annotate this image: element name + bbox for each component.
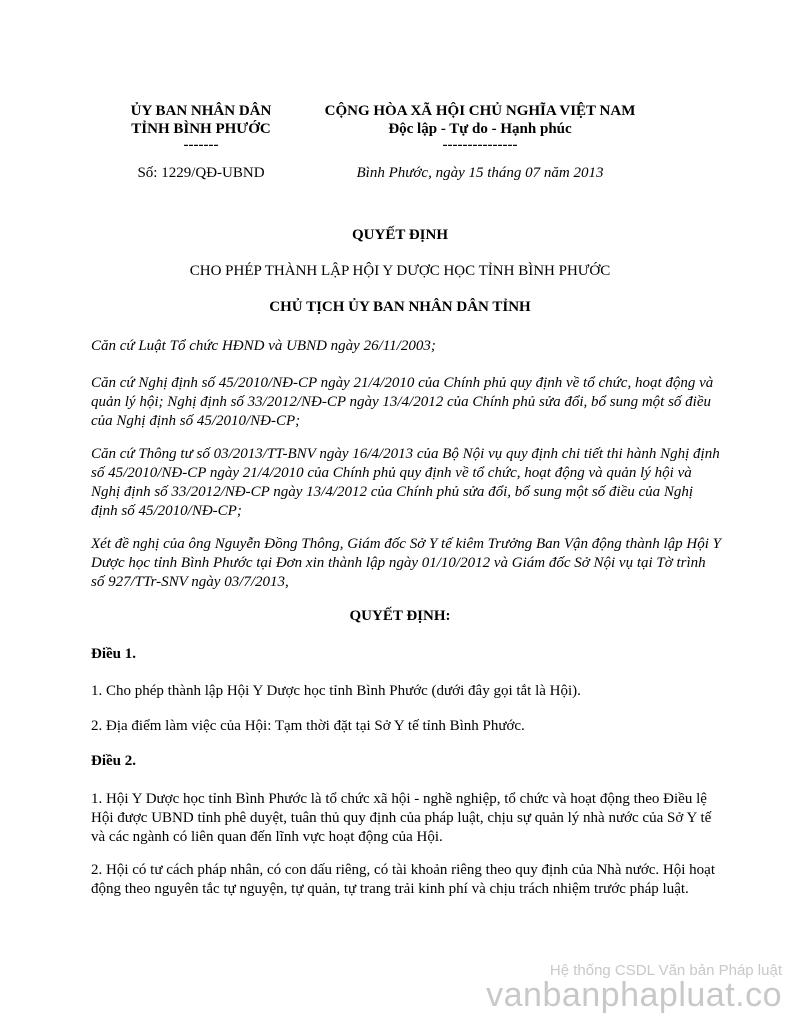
preamble-decree: Căn cứ Nghị định số 45/2010/NĐ-CP ngày 21/4/2010 của Chính phủ quy định về tổ chức, hoạt động và quản lý hội; Nghị định số 33/2012/NĐ-CP ngày 13/4/2012 của Chính phủ sửa đổi, bổ sung một số điều của Nghị định số 45/2010/NĐ-CP; <box>91 375 714 429</box>
national-title: CỘNG HÒA XÃ HỘI CHỦ NGHĨA VIỆT NAM <box>324 103 636 119</box>
article-1-heading: Điều 1. <box>91 646 136 662</box>
national-motto: Độc lập - Tự do - Hạnh phúc <box>388 121 572 137</box>
place-date: Bình Phước, ngày 15 tháng 07 năm 2013 <box>356 165 604 181</box>
article-1-item-1: 1. Cho phép thành lập Hội Y Dược học tỉnh Bình Phước (dưới đây gọi tắt là Hội). <box>91 683 581 699</box>
province-name: TỈNH BÌNH PHƯỚC <box>131 121 271 137</box>
article-2-heading: Điều 2. <box>91 753 136 769</box>
watermark-site: vanbanphapluat.co <box>486 976 782 1014</box>
left-separator: ------- <box>183 137 219 153</box>
watermark-caption: Hệ thống CSDL Văn bản Pháp luật <box>549 962 782 979</box>
document-number: Số: 1229/QĐ-UBND <box>137 165 265 181</box>
issuing-authority: CHỦ TỊCH ỦY BAN NHÂN DÂN TỈNH <box>269 299 531 315</box>
agency-name: ỦY BAN NHÂN DÂN <box>130 103 272 119</box>
right-separator: --------------- <box>442 137 518 153</box>
article-1-item-2: 2. Địa điểm làm việc của Hội: Tạm thời đặt tại Sở Y tế tỉnh Bình Phước. <box>91 718 525 734</box>
article-2-item-1: 1. Hội Y Dược học tỉnh Bình Phước là tổ chức xã hội - nghề nghiệp, tổ chức và hoạt động theo Điều lệ Hội được UBND tỉnh phê duyệt, tuân thủ quy định của pháp luật, chịu sự quản lý nhà nước của Sở Y tế và các ngành có liên quan đến lĩnh vực hoạt động của Hội. <box>91 791 712 845</box>
document-subtitle: CHO PHÉP THÀNH LẬP HỘI Y DƯỢC HỌC TỈNH BÌNH PHƯỚC <box>189 263 611 279</box>
decision-heading: QUYẾT ĐỊNH: <box>349 608 451 624</box>
document-title: QUYẾT ĐỊNH <box>352 227 448 243</box>
article-2-item-2: 2. Hội có tư cách pháp nhân, có con dấu riêng, có tài khoản riêng theo quy định của Nhà nước. Hội hoạt động theo nguyên tắc tự nguyện, tự quản, tự trang trải kinh phí và chịu trách nhiệm trước pháp luật. <box>91 862 716 897</box>
preamble-proposal: Xét đề nghị của ông Nguyễn Đồng Thông, Giám đốc Sở Y tế kiêm Trưởng Ban Vận động thành lập Hội Y Dược học tỉnh Bình Phước tại Đơn xin thành lập ngày 01/10/2012 và Giám đốc Sở Nội vụ tại Tờ trình số 927/TTr-SNV ngày 03/7/2013, <box>91 536 721 590</box>
preamble-circular: Căn cứ Thông tư số 03/2013/TT-BNV ngày 16/4/2013 của Bộ Nội vụ quy định chi tiết thi hành Nghị định số 45/2010/NĐ-CP ngày 21/4/2010 của Chính phủ quy định về tổ chức, hoạt động và quản lý hội và Nghị định số 33/2012/NĐ-CP ngày 13/4/2012 của Chính phủ sửa đổi, bổ sung một số điều của Nghị định số 45/2010/NĐ-CP; <box>91 446 720 519</box>
preamble-law: Căn cứ Luật Tổ chức HĐND và UBND ngày 26/11/2003; <box>91 338 436 354</box>
